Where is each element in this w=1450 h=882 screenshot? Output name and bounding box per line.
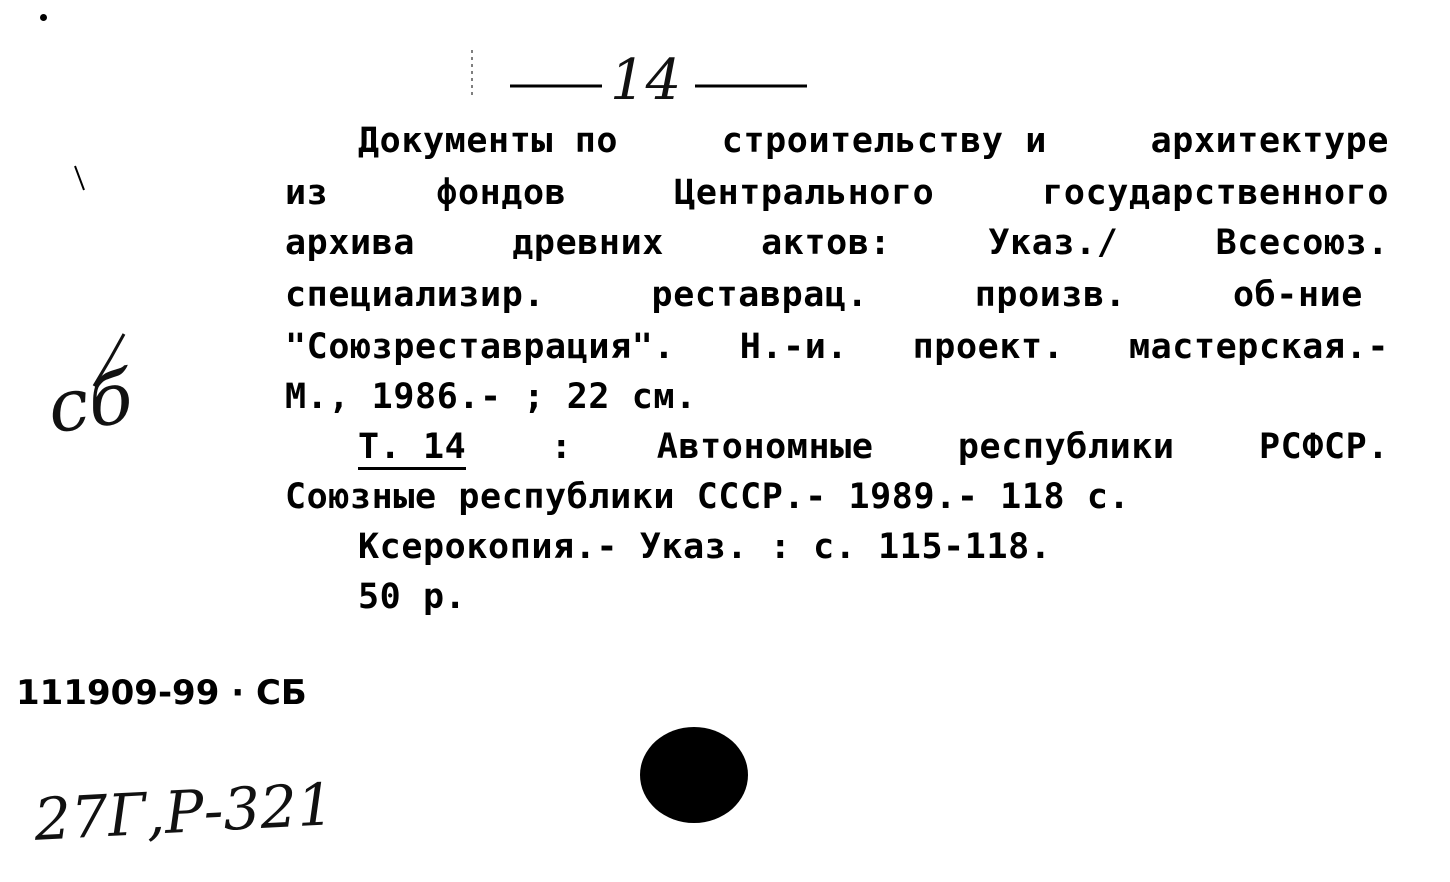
margin-tick [72,164,92,194]
header-tick [470,48,476,98]
entry-line-3 [285,223,1389,263]
entry-line-1-part-1: Документы по [358,121,619,161]
entry-line-7 [358,427,1389,470]
volume-label: Т. 14 [358,430,466,470]
entry-line-4-word-1: специализир. [285,275,546,315]
entry-line-1-part-2: строительству и [721,121,1047,161]
entry-line-7-word-2: Автономные [656,427,874,467]
entry-line-7-word-3: республики [957,427,1175,467]
entry-line-4-word-4: об-ние [1232,275,1363,315]
corner-speck [40,14,47,21]
entry-line-8: Союзные республики СССР.- 1989.- 118 с. [285,477,1131,517]
entry-price: 50 р. [358,577,467,617]
entry-line-4-word-3: произв. [974,275,1127,315]
entry-line-3-word-1: архива [285,223,416,263]
entry-line-3-word-2: древних [512,223,664,263]
entry-line-3-word-5: Всесоюз. [1215,223,1389,263]
entry-line-2-word-4: государственного [1042,173,1389,213]
handwritten-margin-mark: сб [42,354,138,450]
entry-line-5-word-4: мастерская.- [1128,327,1389,367]
entry-line-3-word-3: актов: [761,223,892,263]
entry-line-5 [285,327,1389,367]
punch-hole [640,727,748,823]
call-number: 111909-99 · СБ [16,673,307,713]
entry-line-2-word-3: Центрального [674,173,935,213]
entry-line-2 [285,173,1389,213]
entry-line-3-word-4: Указ./ [988,223,1119,263]
entry-line-5-word-1: "Союзреставрация". [285,327,676,367]
entry-line-7-word-1: : [550,427,573,467]
page-number-rule-left [510,84,610,88]
entry-line-1-part-3: архитектуре [1150,121,1389,161]
entry-note: Ксерокопия.- Указ. : с. 115-118. [358,527,1052,567]
entry-line-2-word-1: из [285,173,329,213]
entry-line-4-word-2: реставрац. [651,275,869,315]
entry-line-1 [358,121,1389,161]
entry-line-6: М., 1986.- ; 22 см. [285,377,697,417]
page-number-rule-right [695,84,815,88]
handwritten-shelf-mark: 27Г,Р-321 [32,770,336,854]
entry-line-5-word-3: проект. [912,327,1065,367]
entry-line-7-word-4: РСФСР. [1258,427,1389,467]
entry-line-4 [285,275,1363,315]
entry-line-2-word-2: фондов [436,173,567,213]
entry-line-5-word-2: Н.-и. [739,327,849,367]
page-number: 14 [610,48,682,113]
margin-mark-stroke [90,330,150,390]
